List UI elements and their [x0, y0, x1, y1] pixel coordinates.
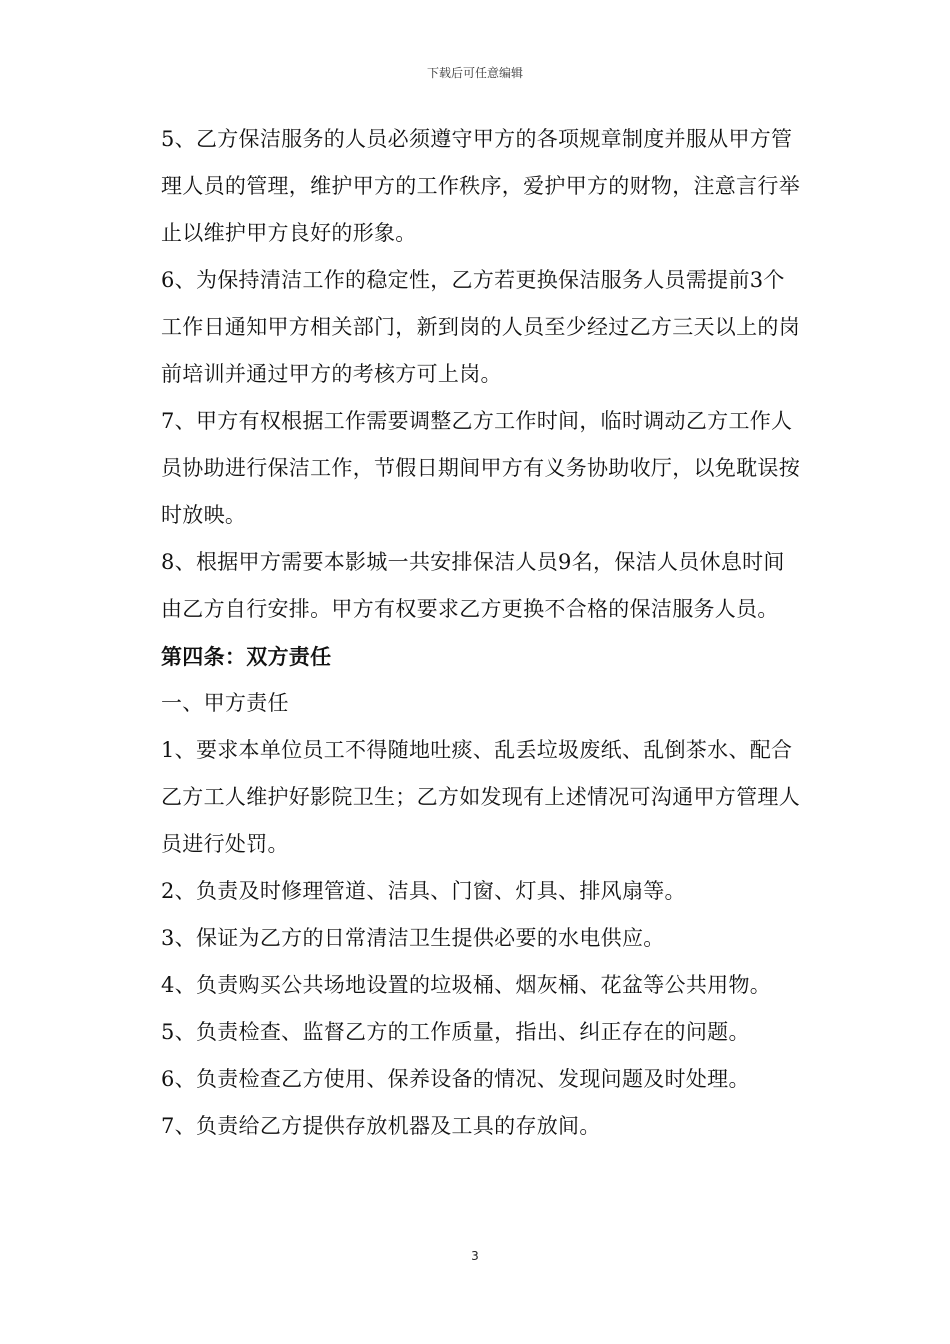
- party-a-item-6: 6、负责检查乙方使用、保养设备的情况、发现问题及时处理。: [161, 1067, 750, 1091]
- party-a-item-2: 2、负责及时修理管道、洁具、门窗、灯具、排风扇等。: [161, 879, 686, 903]
- page-header: 下载后可任意编辑: [426, 66, 523, 80]
- paragraph-clause-5: 5、乙方保洁服务的人员必须遵守甲方的各项规章制度并服从甲方管理人员的管理，维护甲方的工作秩序，爱护甲方的财物，注意言行举止以维护甲方良好的形象。: [161, 127, 800, 245]
- party-a-item-1: 1、要求本单位员工不得随地吐痰、乱丢垃圾废纸、乱倒茶水、配合乙方工人维护好影院卫生；乙方如发现有上述情况可沟通甲方管理人员进行处罚。: [161, 738, 800, 856]
- document-body: [161, 116, 801, 1150]
- paragraph-clause-6: 6、为保持清洁工作的稳定性，乙方若更换保洁服务人员需提前3个工作日通知甲方相关部门，新到岗的人员至少经过乙方三天以上的岗前培训并通过甲方的考核方可上岗。: [161, 268, 800, 386]
- subsection-heading: 一、甲方责任: [161, 691, 289, 715]
- party-a-item-3: 3、保证为乙方的日常清洁卫生提供必要的水电供应。: [161, 926, 665, 950]
- party-a-item-7: 7、负责给乙方提供存放机器及工具的存放间。: [161, 1114, 601, 1138]
- party-a-item-4: 4、负责购买公共场地设置的垃圾桶、烟灰桶、花盆等公共用物。: [161, 973, 772, 997]
- page-number: 3: [471, 1249, 479, 1263]
- party-a-item-5: 5、负责检查、监督乙方的工作质量，指出、纠正存在的问题。: [161, 1020, 750, 1044]
- paragraph-clause-8: 8、根据甲方需要本影城一共安排保洁人员9名，保洁人员休息时间由乙方自行安排。甲方有权要求乙方更换不合格的保洁服务人员。: [161, 550, 785, 621]
- section-heading: 第四条：双方责任: [161, 644, 332, 669]
- paragraph-clause-7: 7、甲方有权根据工作需要调整乙方工作时间，临时调动乙方工作人员协助进行保洁工作，节假日期间甲方有义务协助收厅，以免耽误按时放映。: [161, 409, 800, 527]
